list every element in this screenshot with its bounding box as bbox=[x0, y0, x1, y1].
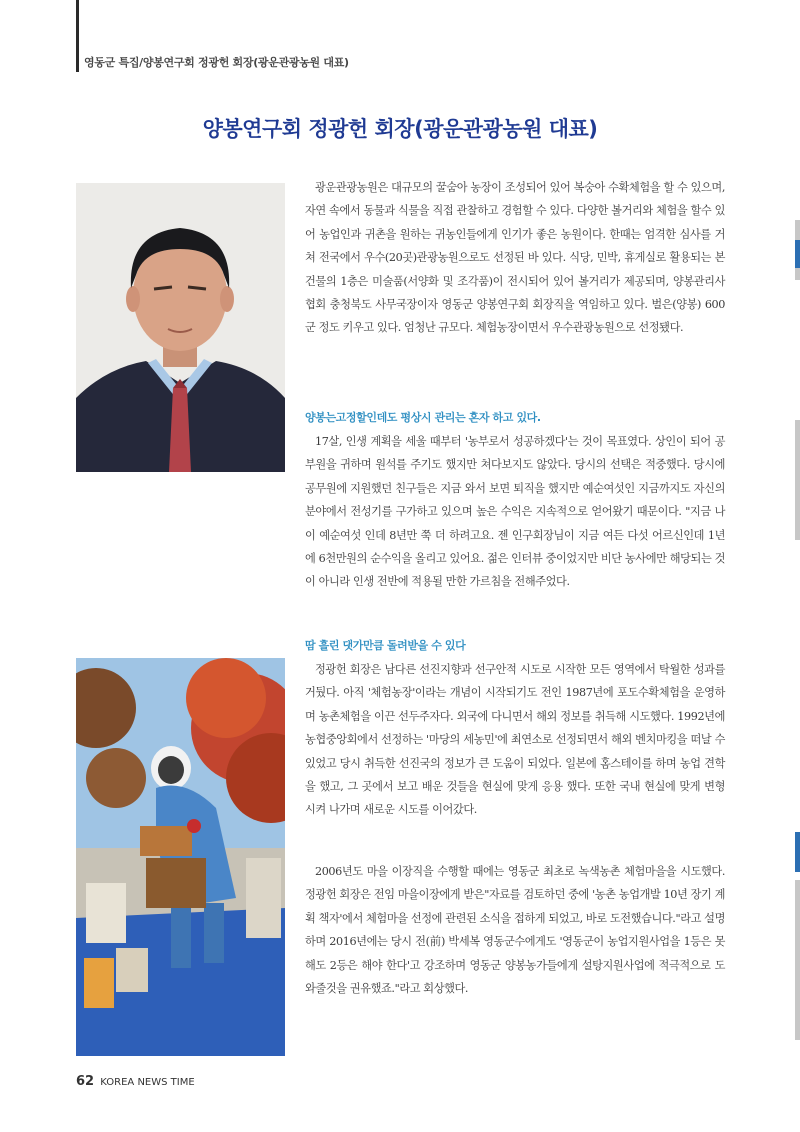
subheading-management: 양봉는고정할인데도 평상시 관리는 혼자 하고 있다. bbox=[305, 411, 541, 424]
page-edge-mark bbox=[795, 880, 800, 1040]
page-edge-mark bbox=[795, 240, 800, 268]
page-edge-mark bbox=[795, 420, 800, 540]
intro-paragraph: 광운관광농원은 대규모의 꿀숨아 농장이 조성되어 있어 복숭아 수확체험을 할 수 있으며, 자연 속에서 동물과 식물을 직접 관찰하고 경험할 수 있다. 다양한 볼거리와 체험을 할수 있어 농업인과 귀촌을 원하는 귀농인들에게 인기가 좋은 농원이다. 한때는 엄격한 심사를 거쳐 전국에서 우수(20곳)관광농원으로도 선정된 바 있다. 식당, 민박, 휴게실로 활용되는 본 건물의 1층은 미술품(서양화 및 조각품)이 전시되어 있어 볼거리가 제공되며, 양봉관리사협회 충청북도 사무국장이자 영동군 양봉연구회 회장직을 역임하고 있다. 벌은(양봉) 600군 정도 키우고 있다. 엄청난 규모다. 체험농장이면서 우수관광농원으로 선정됐다. bbox=[305, 181, 725, 335]
village-section bbox=[305, 860, 725, 1000]
section-effort bbox=[305, 636, 725, 822]
effort-paragraph: 정광헌 회장은 남다른 선진지향과 선구안적 시도로 시작한 모든 영역에서 탁월한 성과를 거뒀다. 아직 '체험농장'이라는 개념이 시작되기도 전인 1987년에 포도수확체험을 운영하며 농촌체험을 이끈 선두주자다. 외국에 다니면서 해외 정보를 취득해 시도했다. 1992년에 농협중앙회에서 선정하는 '마당의 세농민'에 최연소로 선정되면서 해외 벤치마킹을 떠날 수 있었고 당시 취득한 선진국의 정보가 큰 도움이 되었다. 일본에 홈스테이를 하며 농업 견학을 했고, 그 곳에서 보고 배운 것들을 현실에 맞게 응용 했다. 또한 국내 현실에 맞게 변형 시켜 나가며 새로운 시도를 이어갔다. bbox=[305, 663, 725, 817]
portrait-illustration bbox=[76, 183, 285, 472]
village-paragraph: 2006년도 마을 이장직을 수행할 때에는 영동군 최초로 녹색농촌 체험마을을 시도했다. 정광헌 회장은 전임 마을이장에게 받은"자료를 검토하던 중에 '농촌 농업개발 10년 장기 계획 책자'에서 체험마을 선정에 관련된 소식을 접하게 되었고, 바로 도전했습니다."라고 설명하며 2016년에는 당시 전(前) 박세복 영동군수에게도 '영동군이 농업지원사업을 1등은 못해도 2등은 해야 한다'고 강조하며 영동군 양봉농가들에게 설탕지원사업에 적극적으로 도와줄것을 권유했죠."라고 회상했다. bbox=[305, 865, 725, 996]
page-number: 62 bbox=[76, 1074, 95, 1089]
section-divider-bar bbox=[76, 0, 79, 72]
page-footer bbox=[76, 1074, 195, 1089]
management-paragraph: 17살, 인생 계획을 세울 때부터 '농부로서 성공하겠다'는 것이 목표였다. 상인이 되어 공부원을 귀하며 원석를 주기도 했지만 쳐다보지도 않았다. 당시의 선택은 적중했다. 당시에 공무원에 지원했던 친구들은 지금 와서 보면 퇴직을 했지만 예순여섯인 지금까지도 자신의 분야에서 전성기를 구가하고 있으며 높은 수익은 지속적으로 얻어왔기 때문이다. "지금 나이 예순여섯 인데 8년만 쭉 더 하려고요. 젠 인구회장님이 지금 여든 다섯 어르신인데 1년에 6천만원의 순수익을 올리고 있어요. 젊은 인터뷰 중이었지만 비단 농사에만 해당되는 것이 아니라 인생 전반에 적용될 만한 가르침을 전해주었다. bbox=[305, 435, 725, 589]
beekeeper-illustration bbox=[76, 658, 285, 1056]
page-edge-mark bbox=[795, 832, 800, 872]
section-management bbox=[305, 408, 725, 594]
publication-name: KOREA NEWS TIME bbox=[100, 1077, 195, 1088]
subheading-effort: 땀 흘린 댓가만큼 돌려받을 수 있다 bbox=[305, 639, 466, 652]
portrait-photo bbox=[76, 183, 285, 472]
beekeeper-photo bbox=[76, 658, 285, 1056]
article-title: 양봉연구회 정광헌 회장(광운관광농원 대표) bbox=[202, 117, 598, 141]
intro-section bbox=[305, 176, 725, 340]
section-label: 영동군 특집/양봉연구회 정광헌 회장(광운관광농원 대표) bbox=[84, 56, 349, 69]
